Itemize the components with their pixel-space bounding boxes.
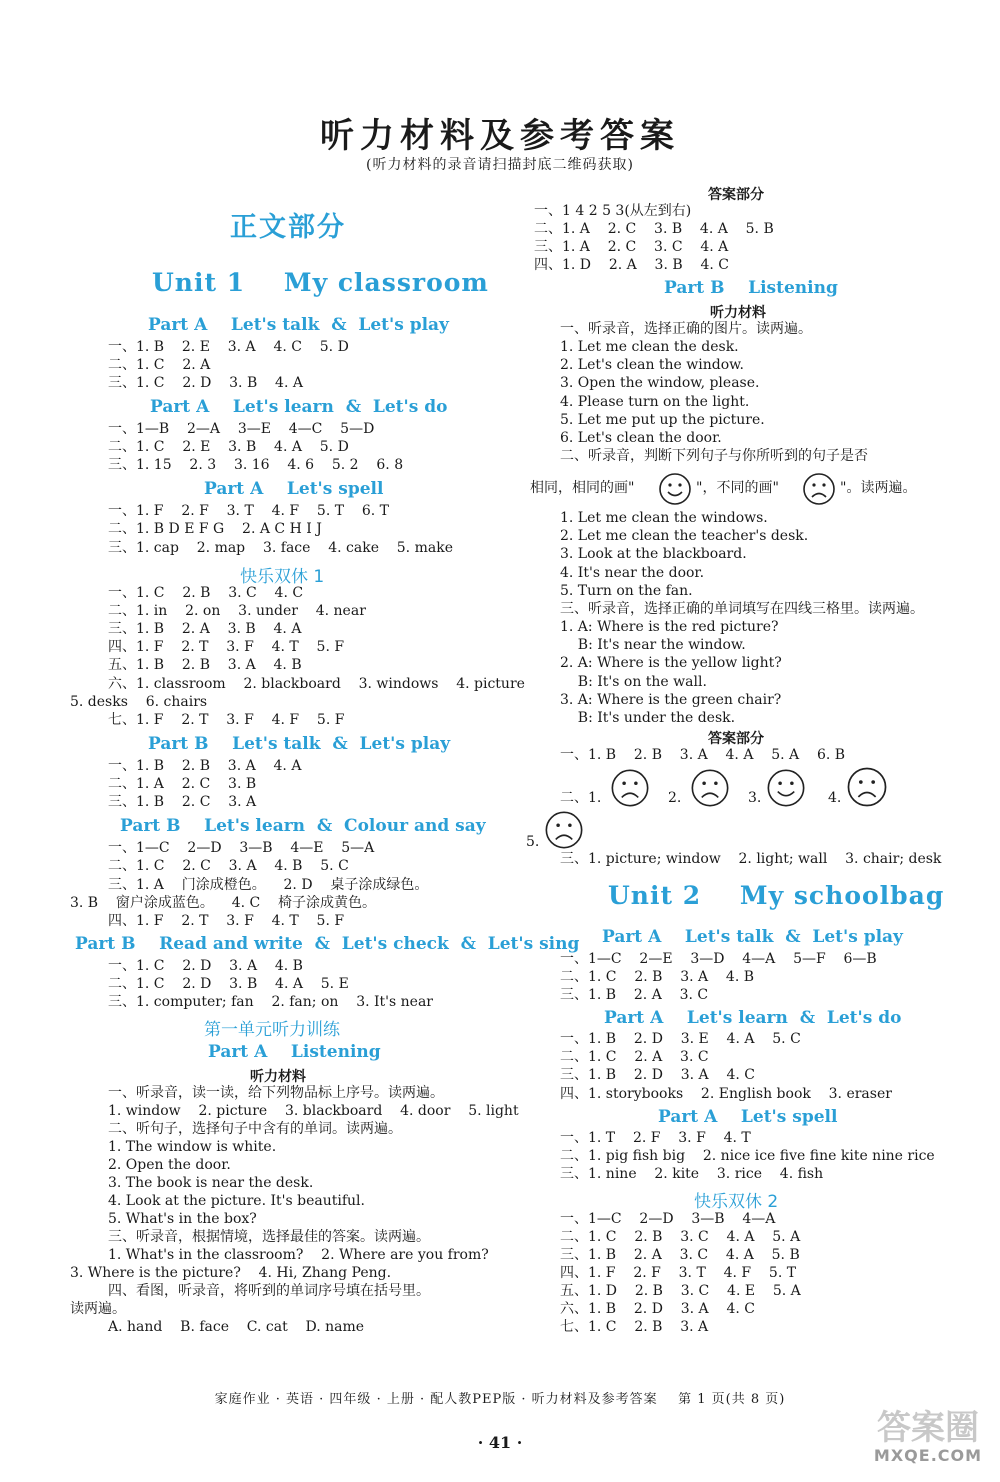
material-line: 6. Let's clean the door. (560, 430, 722, 446)
answer-line: 四、1. D 2. A 3. B 4. C (534, 257, 729, 273)
answer-line: 四、1. F 2. F 3. T 4. F 5. T (560, 1265, 797, 1281)
material-line: 1. window 2. picture 3. blackboard 4. door 5. light (108, 1103, 519, 1119)
answer-line: 2. (668, 790, 682, 806)
unit1-title: Unit 1 My classroom (152, 268, 489, 297)
answer-line: 三、1. C 2. D 3. B 4. A (108, 375, 303, 391)
part-heading: Part A Let's talk & Let's play (602, 927, 903, 947)
sad-face-icon (544, 810, 584, 850)
answer-line: 二、1. C 2. B 3. C 4. A 5. A (560, 1229, 801, 1245)
answer-line: 一、1—C 2—D 3—B 4—E 5—A (108, 840, 375, 856)
material-line: 读两遍。 (70, 1301, 126, 1317)
material-line: 1. A: Where is the red picture? (560, 619, 779, 635)
unit2-title: Unit 2 My schoolbag (608, 881, 945, 910)
answer-line: 二、1. C 2. A 3. C (560, 1049, 709, 1065)
material-line: 3. A: Where is the green chair? (560, 692, 782, 708)
answer-line: 一、1. B 2. E 3. A 4. C 5. D (108, 339, 349, 355)
answer-line: 三、1. B 2. A 3. B 4. A (108, 621, 302, 637)
material-line: 3. Look at the blackboard. (560, 546, 747, 562)
answer-line: 二、1. C 2. B 3. A 4. B (560, 969, 755, 985)
answer-line: 五、1. B 2. B 3. A 4. B (108, 657, 302, 673)
answer-line: 六、1. classroom 2. blackboard 3. windows 4. picture (108, 676, 525, 692)
answer-line: 五、1. D 2. B 3. C 4. E 5. A (560, 1283, 801, 1299)
answer-line: 三、1. 15 2. 3 3. 16 4. 6 5. 2 6. 8 (108, 457, 404, 473)
material-line: B: It's under the desk. (560, 710, 736, 726)
page-title: 听力材料及参考答案 (320, 116, 680, 156)
material-line: 1. Let me clean the windows. (560, 510, 768, 526)
answer-line: 一、1—C 2—E 3—D 4—A 5—F 6—B (560, 951, 877, 967)
answer-heading: 答案部分 (708, 187, 764, 203)
answer-line: 三、1. A 2. C 3. C 4. A (534, 239, 729, 255)
material-line: 四、看图，听录音，将听到的单词序号填在括号里。 (108, 1283, 430, 1299)
material-heading: 听力材料 (250, 1069, 306, 1085)
part-heading: Part B Let's talk & Let's play (148, 734, 451, 754)
answer-line: 四、1. storybooks 2. English book 3. eraser (560, 1086, 892, 1102)
answer-line: 三、1. B 2. A 3. C (560, 987, 709, 1003)
sad-face-icon (690, 768, 730, 808)
sad-face-icon (846, 766, 888, 808)
material-line: 相同，相同的画" (530, 480, 635, 496)
material-line: A. hand B. face C. cat D. name (108, 1319, 365, 1335)
answer-line: 一、1. T 2. F 3. F 4. T (560, 1130, 751, 1146)
footer-text: 家庭作业 · 英语 · 四年级 · 上册 · 配人教PEP版 · 听力材料及参考答案 第 1 页(共 8 页) (214, 1392, 786, 1407)
part-heading: Part A Let's talk & Let's play (148, 315, 449, 335)
part-heading: Part B Listening (664, 278, 838, 298)
answer-line: 四、1. F 2. T 3. F 4. T 5. F (108, 913, 345, 929)
material-line: 1. The window is white. (108, 1139, 277, 1155)
material-line: 2. A: Where is the yellow light? (560, 655, 782, 671)
sad-face-icon (610, 768, 650, 808)
answer-line: 一、1. B 2. B 3. A 4. A 5. A 6. B (560, 747, 846, 763)
material-line: 3. Open the window, please. (560, 375, 760, 391)
material-line: "，不同的画" (696, 480, 779, 496)
material-line: 一、听录音，读一读，给下列物品标上序号。读两遍。 (108, 1085, 444, 1101)
page-subtitle: (听力材料的录音请扫描封底二维码获取) (366, 157, 634, 173)
material-line: 3. The book is near the desk. (108, 1175, 314, 1191)
answer-line: 三、1. B 2. A 3. C 4. A 5. B (560, 1247, 800, 1263)
material-heading: 听力材料 (710, 305, 766, 321)
answer-line: 二、1. C 2. E 3. B 4. A 5. D (108, 439, 349, 455)
material-line: "。读两遍。 (840, 480, 917, 496)
answer-line: 七、1. C 2. B 3. A (560, 1319, 709, 1335)
answer-line: 一、1. B 2. B 3. A 4. A (108, 758, 302, 774)
watermark-en: MXQE.COM (873, 1446, 983, 1465)
material-line: 2. Let's clean the window. (560, 357, 744, 373)
part-heading: 快乐双休 2 (694, 1192, 779, 1212)
part-heading: Part B Let's learn & Colour and say (120, 816, 486, 836)
part-heading: Part A Let's spell (658, 1107, 838, 1127)
answer-line: 一、1. C 2. D 3. A 4. B (108, 958, 303, 974)
answer-line: 四、1. F 2. T 3. F 4. T 5. F (108, 639, 345, 655)
watermark-cn: 答案圈 (877, 1408, 979, 1448)
material-line: 4. Please turn on the light. (560, 394, 750, 410)
page-number: · 41 · (477, 1433, 523, 1452)
part-heading: Part A Let's learn & Let's do (150, 397, 448, 417)
material-line: B: It's on the wall. (560, 674, 707, 690)
answer-heading: 答案部分 (708, 731, 764, 747)
answer-line: 三、1. B 2. C 3. A (108, 794, 257, 810)
part-heading: Part A Let's spell (204, 479, 384, 499)
material-line: 一、听录音，选择正确的图片。读两遍。 (560, 321, 812, 337)
answer-line: 三、1. computer; fan 2. fan; on 3. It's near (108, 994, 434, 1010)
section-title: 正文部分 (230, 212, 346, 243)
part-heading: Part A Let's learn & Let's do (604, 1008, 902, 1028)
material-line: 1. Let me clean the desk. (560, 339, 739, 355)
material-line: 三、听录音，选择正确的单词填写在四线三格里。读两遍。 (560, 601, 924, 617)
material-line: 2. Let me clean the teacher's desk. (560, 528, 809, 544)
answer-line: 3. B 窗户涂成蓝色。 4. C 椅子涂成黄色。 (70, 895, 377, 911)
answer-line: 二、1. A 2. C 3. B 4. A 5. B (534, 221, 774, 237)
answer-line: 3. (748, 790, 762, 806)
answer-line: 一、1—B 2—A 3—E 4—C 5—D (108, 421, 375, 437)
answer-line: 二、1. C 2. A (108, 357, 211, 373)
material-line: B: It's near the window. (560, 637, 746, 653)
answer-line: 二、1. pig fish big 2. nice ice five fine kite nine rice (560, 1148, 935, 1164)
answer-line: 三、1. cap 2. map 3. face 4. cake 5. make (108, 540, 453, 556)
sad-face-icon (802, 472, 836, 506)
answer-line: 一、1. B 2. D 3. E 4. A 5. C (560, 1031, 801, 1047)
material-line: 三、听录音，根据情境，选择最佳的答案。读两遍。 (108, 1229, 430, 1245)
material-line: 5. Let me put up the picture. (560, 412, 765, 428)
material-line: 1. What's in the classroom? 2. Where are you from? (108, 1247, 489, 1263)
part-heading: Part A Listening (208, 1042, 381, 1062)
answer-line: 一、1. F 2. F 3. T 4. F 5. T 6. T (108, 503, 390, 519)
material-line: 二、听句子，选择句子中含有的单词。读两遍。 (108, 1121, 402, 1137)
answer-line: 三、1. nine 2. kite 3. rice 4. fish (560, 1166, 824, 1182)
material-line: 5. Turn on the fan. (560, 583, 693, 599)
material-line: 3. Where is the picture? 4. Hi, Zhang Peng. (70, 1265, 392, 1281)
answer-line: 二、1. C 2. D 3. B 4. A 5. E (108, 976, 349, 992)
answer-line: 4. (828, 790, 842, 806)
watermark-logo (862, 1398, 994, 1470)
material-line: 二、听录音，判断下列句子与你所听到的句子是否 (560, 448, 868, 464)
material-line: 2. Open the door. (108, 1157, 231, 1173)
answer-line: 二、1. B D E F G 2. A C H I J (108, 521, 322, 537)
smiley-face-icon (766, 768, 806, 808)
part-heading: 第一单元听力训练 (204, 1020, 340, 1040)
material-line: 4. It's near the door. (560, 565, 705, 581)
material-line: 4. Look at the picture. It's beautiful. (108, 1193, 365, 1209)
answer-line: 六、1. B 2. D 3. A 4. C (560, 1301, 755, 1317)
smiley-face-icon (658, 472, 692, 506)
answer-line: 一、1 4 2 5 3(从左到右) (534, 203, 692, 219)
part-heading: 快乐双休 1 (240, 567, 325, 587)
material-line: 5. What's in the box? (108, 1211, 257, 1227)
answer-line: 一、1—C 2—D 3—B 4—A (560, 1211, 776, 1227)
answer-line: 二、1. in 2. on 3. under 4. near (108, 603, 366, 619)
answer-line: 二、1. (560, 790, 602, 806)
part-heading: Part B Read and write & Let's check & Let's sing (75, 934, 580, 954)
answer-line: 二、1. C 2. C 3. A 4. B 5. C (108, 858, 349, 874)
answer-line: 三、1. A 门涂成橙色。 2. D 桌子涂成绿色。 (108, 877, 429, 893)
answer-line: 三、1. B 2. D 3. A 4. C (560, 1067, 755, 1083)
answer-line: 5. (526, 834, 540, 850)
answer-line: 一、1. C 2. B 3. C 4. C (108, 585, 304, 601)
answer-line: 二、1. A 2. C 3. B (108, 776, 257, 792)
answer-line: 三、1. picture; window 2. light; wall 3. chair; desk (560, 851, 942, 867)
answer-line: 七、1. F 2. T 3. F 4. F 5. F (108, 712, 345, 728)
answer-line: 5. desks 6. chairs (70, 694, 208, 710)
